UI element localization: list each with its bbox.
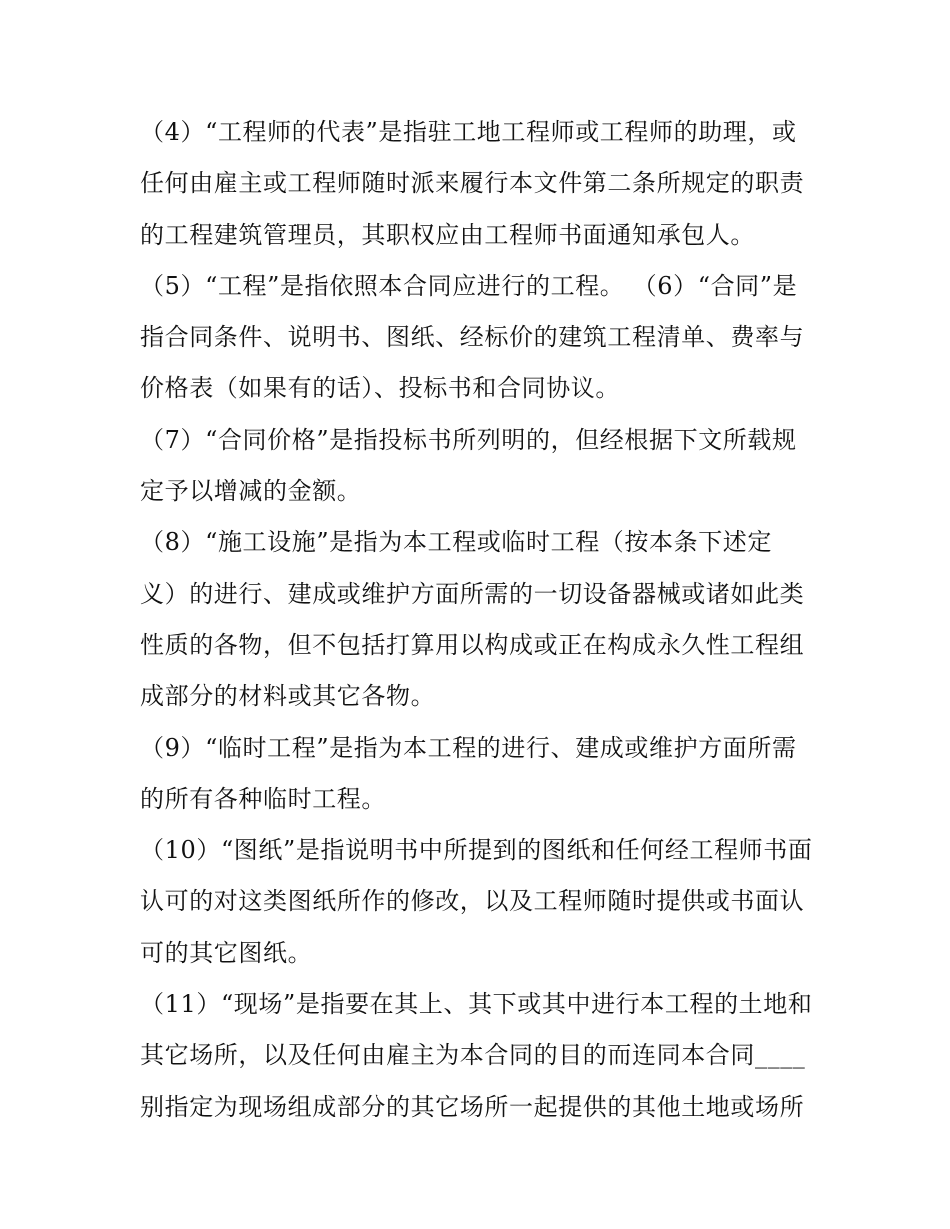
text-line-17: 可的其它图纸。 <box>140 938 313 967</box>
text-line-8: 定予以增减的金额。 <box>140 477 362 506</box>
text-line-12: 成部分的材料或其它各物。 <box>140 682 436 711</box>
text-line-6: 价格表（如果有的话）、投标书和合同协议。 <box>140 374 620 403</box>
text-line-18: （11）“现场”是指要在其上、其下或其中进行本工程的土地和 <box>140 990 813 1019</box>
text-line-10: 义）的进行、建成或维护方面所需的一切设备器械或诸如此类 <box>140 579 805 608</box>
text-line-9: （8）“施工设施”是指为本工程或临时工程（按本条下述定 <box>140 528 773 557</box>
document-page <box>140 107 820 1133</box>
text-line-2: 任何由雇主或工程师随时派来履行本文件第二条所规定的职责 <box>140 169 805 198</box>
text-line-4: （5）“工程”是指依照本合同应进行的工程。 （6）“合同”是 <box>140 271 798 300</box>
text-line-3: 的工程建筑管理员，其职权应由工程师书面通知承包人。 <box>140 220 755 249</box>
text-line-19: 其它场所，以及任何由雇主为本合同的目的而连同本合同____ <box>140 1041 806 1070</box>
text-line-20: 别指定为现场组成部分的其它场所一起提供的其他土地或场所 <box>140 1092 805 1121</box>
text-line-15: （10）“图纸”是指说明书中所提到的图纸和任何经工程师书面 <box>140 836 813 865</box>
text-line-5: 指合同条件、说明书、图纸、经标价的建筑工程清单、费率与 <box>140 323 805 352</box>
text-line-11: 性质的各物，但不包括打算用以构成或正在构成永久性工程组 <box>140 630 805 659</box>
text-line-1: （4）“工程师的代表”是指驻工地工程师或工程师的助理，或 <box>140 118 797 146</box>
text-line-13: （9）“临时工程”是指为本工程的进行、建成或维护方面所需 <box>140 733 797 762</box>
text-line-7: （7）“合同价格”是指投标书所列明的，但经根据下文所载规 <box>140 425 797 454</box>
text-line-14: 的所有各种临时工程。 <box>140 784 386 813</box>
text-line-16: 认可的对这类图纸所作的修改，以及工程师随时提供或书面认 <box>140 887 805 916</box>
